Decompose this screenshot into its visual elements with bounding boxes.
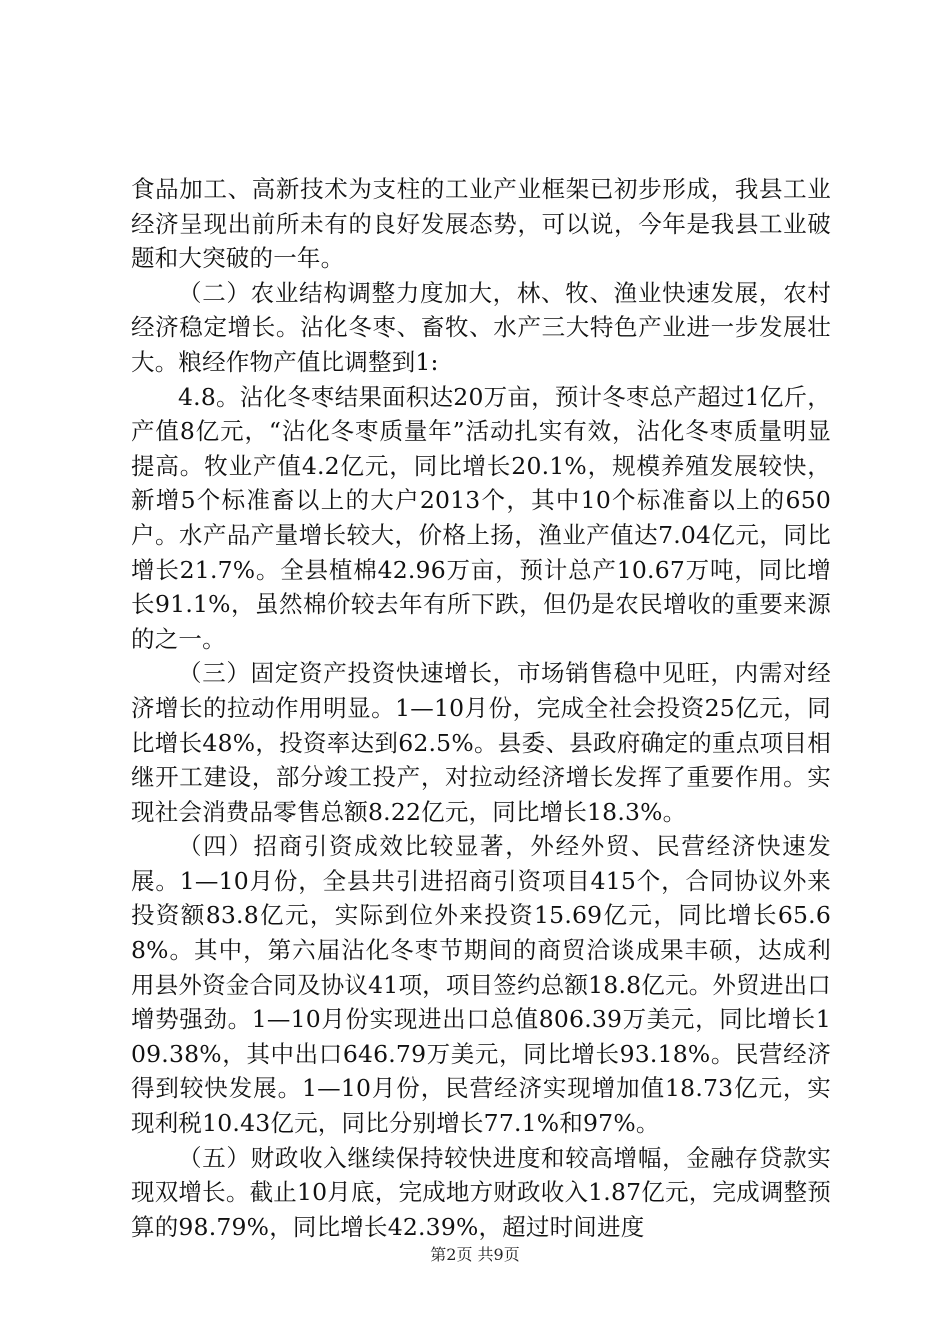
paragraph-1: 食品加工、高新技术为支柱的工业产业框架已初步形成，我县工业经济呈现出前所未有的良好发展态势，可以说，今年是我县工业破题和大突破的一年。 bbox=[131, 175, 831, 273]
body-text bbox=[131, 172, 831, 1244]
paragraph-4: （三）固定资产投资快速增长，市场销售稳中见旺，内需对经济增长的拉动作用明显。1—10月份，完成全社会投资25亿元，同比增长48%，投资率达到62.5%。县委、县政府确定的重点项目相继开工建设，部分竣工投产，对拉动经济增长发挥了重要作用。实现社会消费品零售总额8.22亿元，同比增长18.3%。 bbox=[131, 659, 831, 826]
paragraph-6: （五）财政收入继续保持较快进度和较高增幅，金融存贷款实现双增长。截止10月底，完成地方财政收入1.87亿元，完成调整预算的98.79%，同比增长42.39%，超过时间进度 bbox=[131, 1143, 831, 1241]
paragraph-2: （二）农业结构调整力度加大，林、牧、渔业快速发展，农村经济稳定增长。沾化冬枣、畜牧、水产三大特色产业进一步发展壮大。粮经作物产值比调整到1: bbox=[131, 278, 831, 376]
page-footer bbox=[0, 1245, 950, 1265]
page-number-label: 第2页 共9页 bbox=[430, 1245, 520, 1264]
paragraph-5: （四）招商引资成效比较显著，外经外贸、民营经济快速发展。1—10月份，全县共引进招商引资项目415个，合同协议外来投资额83.8亿元，实际到位外来投资15.69亿元，同比增长65.68%。其中，第六届沾化冬枣节期间的商贸洽谈成果丰硕，达成利用县外资金合同及协议41项，项目签约总额18.8亿元。外贸进出口增势强劲。1—10月份实现进出口总值806.39万美元，同比增长109.38%，其中出口646.79万美元，同比增长93.18%。民营经济得到较快发展。1—10月份，民营经济实现增加值18.73亿元，实现利税10.43亿元，同比分别增长77.1%和97%。 bbox=[131, 832, 831, 1138]
paragraph-3: 4.8。沾化冬枣结果面积达20万亩，预计冬枣总产超过1亿斤，产值8亿元，“沾化冬枣质量年”活动扎实有效，沾化冬枣质量明显提高。牧业产值4.2亿元，同比增长20.1%，规模养殖发展较快，新增5个标准畜以上的大户2013个，其中10个标准畜以上的650户。水产品产量增长较大，价格上扬，渔业产值达7.04亿元，同比增长21.7%。全县植棉42.96万亩，预计总产10.67万吨，同比增长91.1%，虽然棉价较去年有所下跌，但仍是农民增收的重要来源的之一。 bbox=[131, 382, 831, 653]
